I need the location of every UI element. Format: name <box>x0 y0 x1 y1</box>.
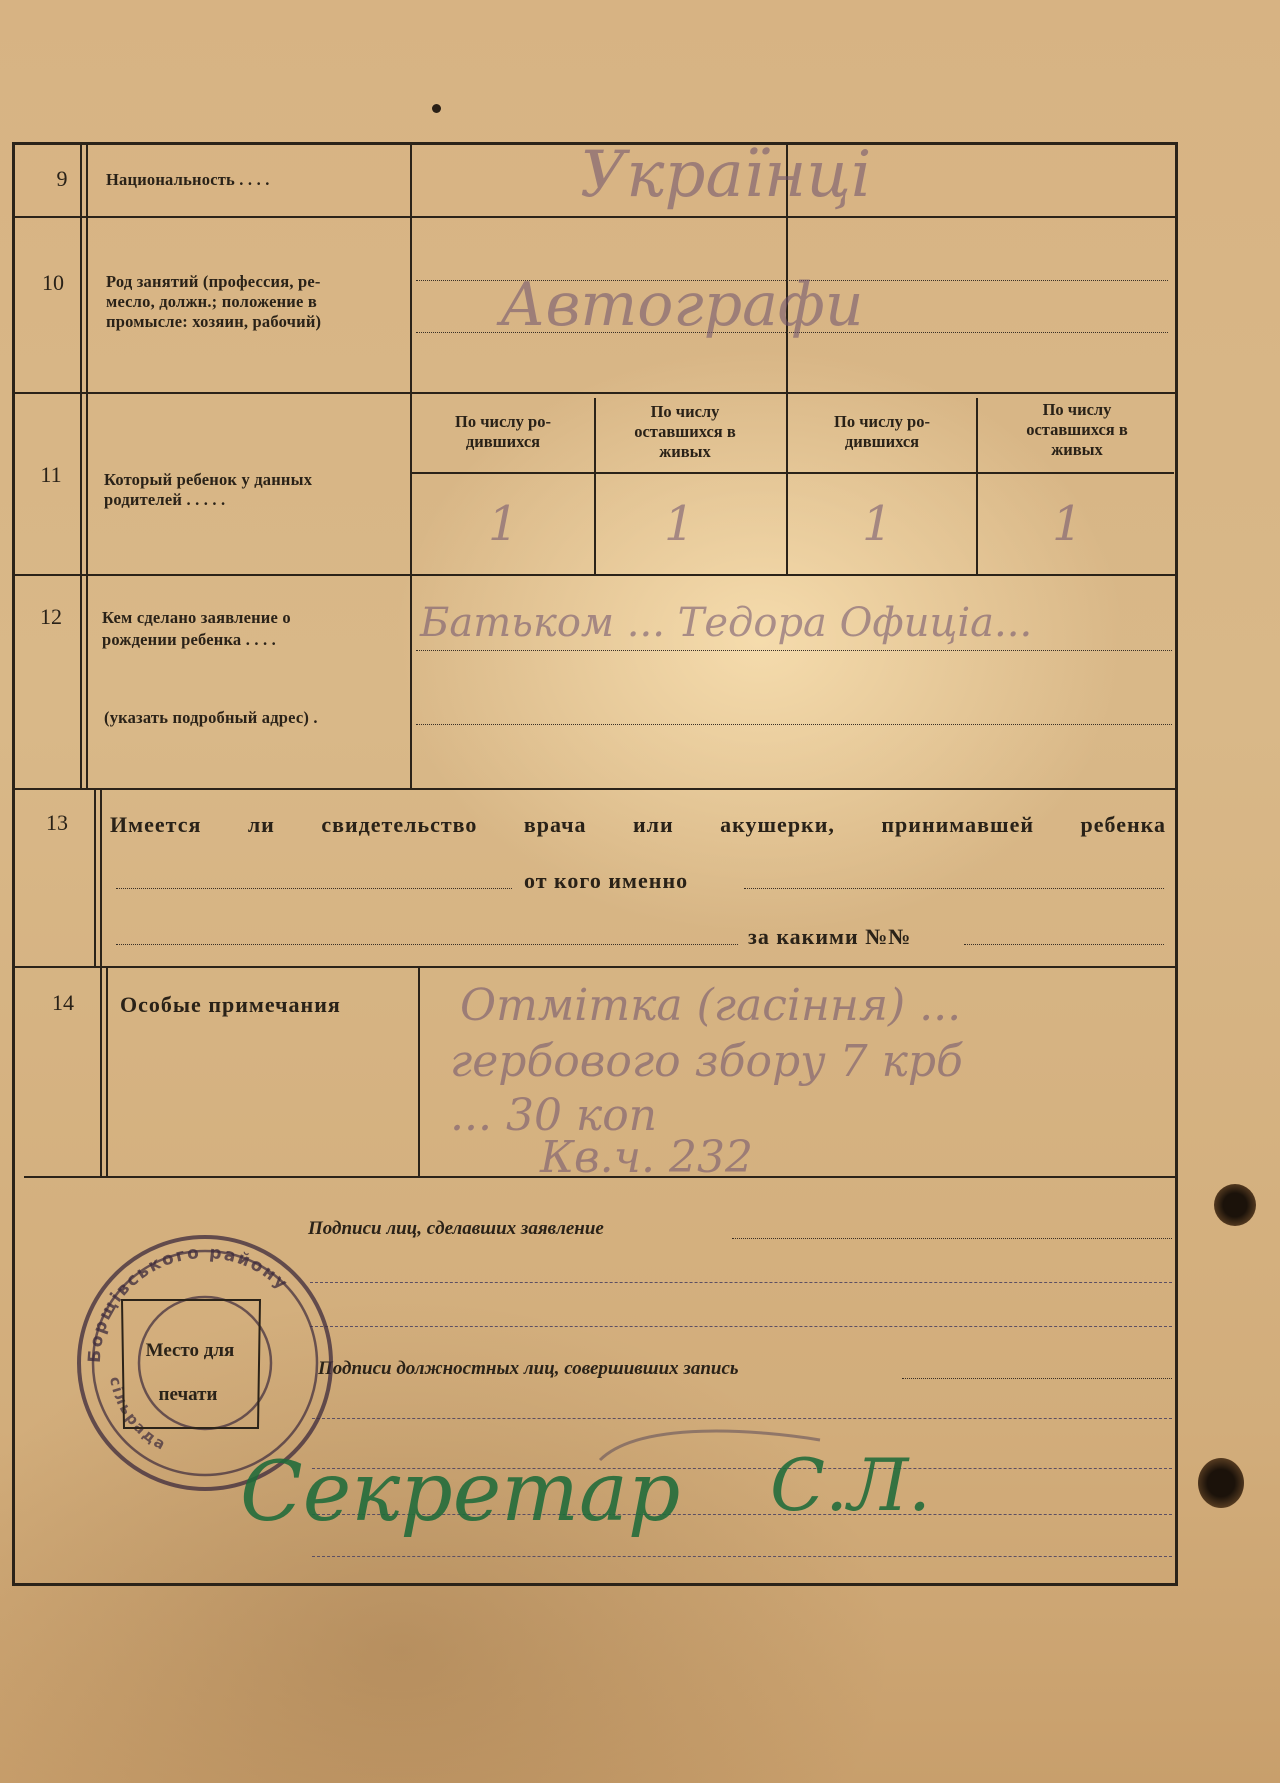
from-whom-label: от кого именно <box>524 868 689 893</box>
child-order-label-line2: родителей . . . . . <box>104 490 226 509</box>
occupation-value: Автографи <box>500 270 864 340</box>
row-number: 13 <box>46 810 68 835</box>
header-born-1: По числу ро- дившихся <box>455 412 551 451</box>
special-notes-line3: ... 30 коп <box>450 1090 658 1141</box>
svg-text:печати: печати <box>158 1384 218 1405</box>
signature-line <box>310 1282 1172 1283</box>
child-order-value-3: 1 <box>862 496 893 552</box>
row-number: 9 <box>56 166 68 191</box>
header-born-2: По числу ро- дившихся <box>834 412 930 451</box>
dotted-line <box>416 650 1172 651</box>
column-divider <box>94 788 102 966</box>
child-order-value-4: 1 <box>1052 496 1083 552</box>
occupation-label-line2: месло, должн.; положение в <box>106 292 317 311</box>
nationality-value: Українці <box>580 138 872 212</box>
signature-line <box>310 1326 1172 1327</box>
header-surviving-2: По числу оставшихся в живых <box>1026 400 1128 459</box>
svg-text:Секретар: Секретар <box>240 1445 681 1540</box>
child-order-value-1: 1 <box>488 496 519 552</box>
row-divider <box>12 788 1175 790</box>
row-divider <box>12 216 1175 218</box>
column-divider <box>976 398 978 574</box>
special-notes-label: Особые примечания <box>120 992 341 1017</box>
punch-hole <box>1198 1458 1244 1508</box>
row-divider <box>12 966 1175 968</box>
applicant-label-line1: Кем сделано заявление о <box>102 608 291 627</box>
svg-text:сільрада: сільрада <box>105 1375 171 1455</box>
dotted-line <box>964 944 1164 945</box>
svg-text:Место для: Место для <box>145 1340 235 1361</box>
row-divider <box>12 574 1175 576</box>
column-divider <box>418 966 420 1176</box>
applicant-value: Батьком ... Тедора Офиціа... <box>420 600 1033 646</box>
ink-dot <box>432 104 441 113</box>
applicants-signature-label: Подписи лиц, сделавших заявление <box>308 1218 604 1239</box>
dotted-line <box>744 888 1164 889</box>
dotted-line <box>902 1378 1172 1379</box>
nationality-label: Национальность . . . . <box>106 170 270 189</box>
officials-signature-label: Подписи должностных лиц, совершивших запись <box>318 1358 739 1379</box>
certificate-question: Имеется ли свидетельство врача или акушерки, принимавшей ребенка <box>110 812 1166 837</box>
row-number: 14 <box>52 990 74 1015</box>
row-number: 11 <box>40 462 62 487</box>
row-number: 12 <box>40 604 62 629</box>
dotted-line <box>116 888 512 889</box>
column-divider <box>100 966 108 1176</box>
sub-header-divider <box>412 472 1174 474</box>
header-surviving-1: По числу оставшихся в живых <box>634 402 736 461</box>
special-notes-line1: Отмітка (гасіння) ... <box>460 980 962 1031</box>
special-notes-line2: гербового збору 7 крб <box>450 1036 963 1087</box>
occupation-label-line3: промысле: хозяин, рабочий) <box>106 312 322 331</box>
row-number: 10 <box>42 270 64 295</box>
punch-hole <box>1214 1184 1256 1226</box>
occupation-label-line1: Род занятий (профессия, ре- <box>106 272 321 291</box>
applicant-label-line2: рождении ребенка . . . . <box>102 630 276 649</box>
child-order-value-2: 1 <box>664 496 695 552</box>
column-divider <box>410 142 412 788</box>
official-signature <box>240 1400 1000 1580</box>
dotted-line <box>732 1238 1172 1239</box>
dotted-line <box>116 944 738 945</box>
dotted-line <box>416 724 1172 725</box>
address-hint: (указать подробный адрес) . <box>104 708 318 727</box>
row-divider <box>12 392 1175 394</box>
special-notes-line4: Кв.ч. 232 <box>540 1132 753 1183</box>
svg-text:С.Л.: С.Л. <box>770 1443 931 1527</box>
column-divider <box>80 142 88 788</box>
child-order-label-line1: Который ребенок у данных <box>104 470 313 489</box>
svg-text:Борщівського району: Борщівського району <box>84 1242 293 1364</box>
numbers-label: за какими №№ <box>748 924 912 949</box>
